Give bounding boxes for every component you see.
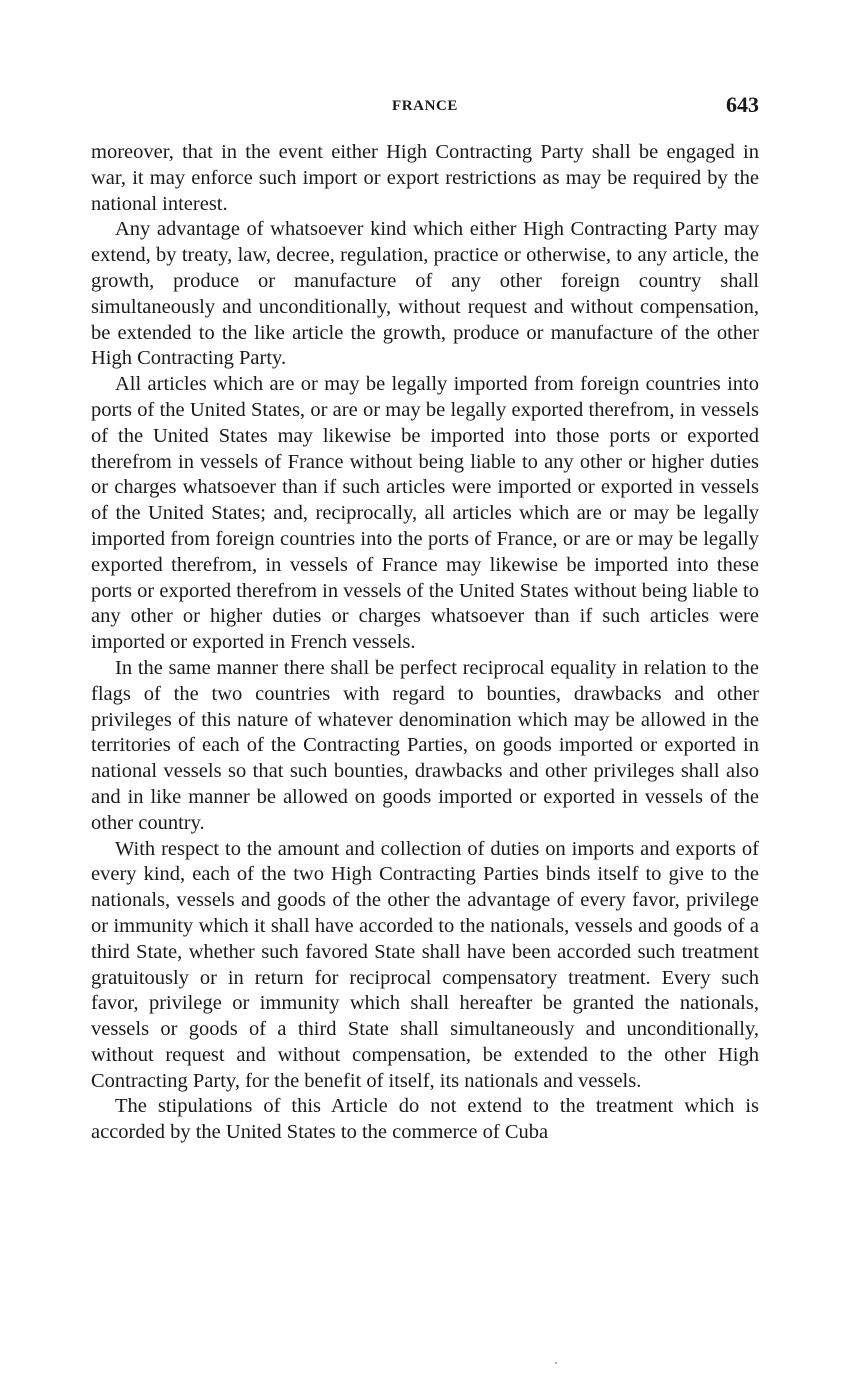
paragraph-continued: moreover, that in the event either High Contracting Party shall be engaged in war, it may enforce such import or export restrictions as may be required by the national interest.: [91, 141, 759, 215]
body-text: [91, 140, 759, 1146]
scan-speck: [555, 1362, 557, 1364]
paragraph-most-favored-article: Any advantage of whatsoever kind which either High Contracting Party may extend, by treaty, law, decree, regulation, practice or otherwise, to any article, the growth, produce or manufacture of any other foreign country shall simultaneously and unconditionally, without request and without compensation, be extended to the like article the growth, produce or manufacture of the other High Contracting Party.: [91, 218, 759, 370]
header-title: FRANCE: [391, 98, 459, 114]
page-number: 643: [726, 92, 759, 117]
paragraph-vessel-imports: All articles which are or may be legally imported from foreign countries into ports of the United States, or are or may be legally exported therefrom, in vessels of the United States may likewise be imported into those ports or exported therefrom in vessels of France without being liable to any other or higher duties or charges whatsoever than if such articles were imported or exported in vessels of the United States; and, reciprocally, all articles which are or may be legally imported from foreign countries into the ports of France, or are or may be legally exported therefrom, in vessels of France may likewise be imported into these ports or exported therefrom in vessels of the United States without being liable to any other or higher duties or charges whatsoever than if such articles were imported or exported in French vessels.: [91, 373, 759, 654]
paragraph-flag-equality: In the same manner there shall be perfect reciprocal equality in relation to the flags of the two countries with regard to bounties, drawbacks and other privileges of this nature of whatever denomination which may be allowed in the territories of each of the Contracting Parties, on goods imported or exported in national vessels so that such bounties, drawbacks and other privileges shall also and in like manner be allowed on goods imported or exported in vessels of the other country.: [91, 656, 759, 834]
running-header: [91, 92, 759, 122]
paragraph-cuba-exception: The stipulations of this Article do not extend to the treatment which is accorded by the United States to the commerce of Cuba: [91, 1095, 759, 1144]
document-page: [91, 92, 759, 1146]
paragraph-duties-favors: With respect to the amount and collection of duties on imports and exports of every kind, each of the two High Contracting Parties binds itself to give to the nationals, vessels and goods of the other the advantage of every favor, privilege or immunity which it shall have accorded to the nationals, vessels and goods of a third State, whether such favored State shall have been accorded such treatment gratuitously or in return for reciprocal compensatory treatment. Every such favor, privilege or immunity which shall hereafter be granted the nationals, vessels or goods of a third State shall simultaneously and unconditionally, without request and without compensation, be extended to the other High Contracting Party, for the benefit of itself, its nationals and vessels.: [91, 837, 759, 1092]
